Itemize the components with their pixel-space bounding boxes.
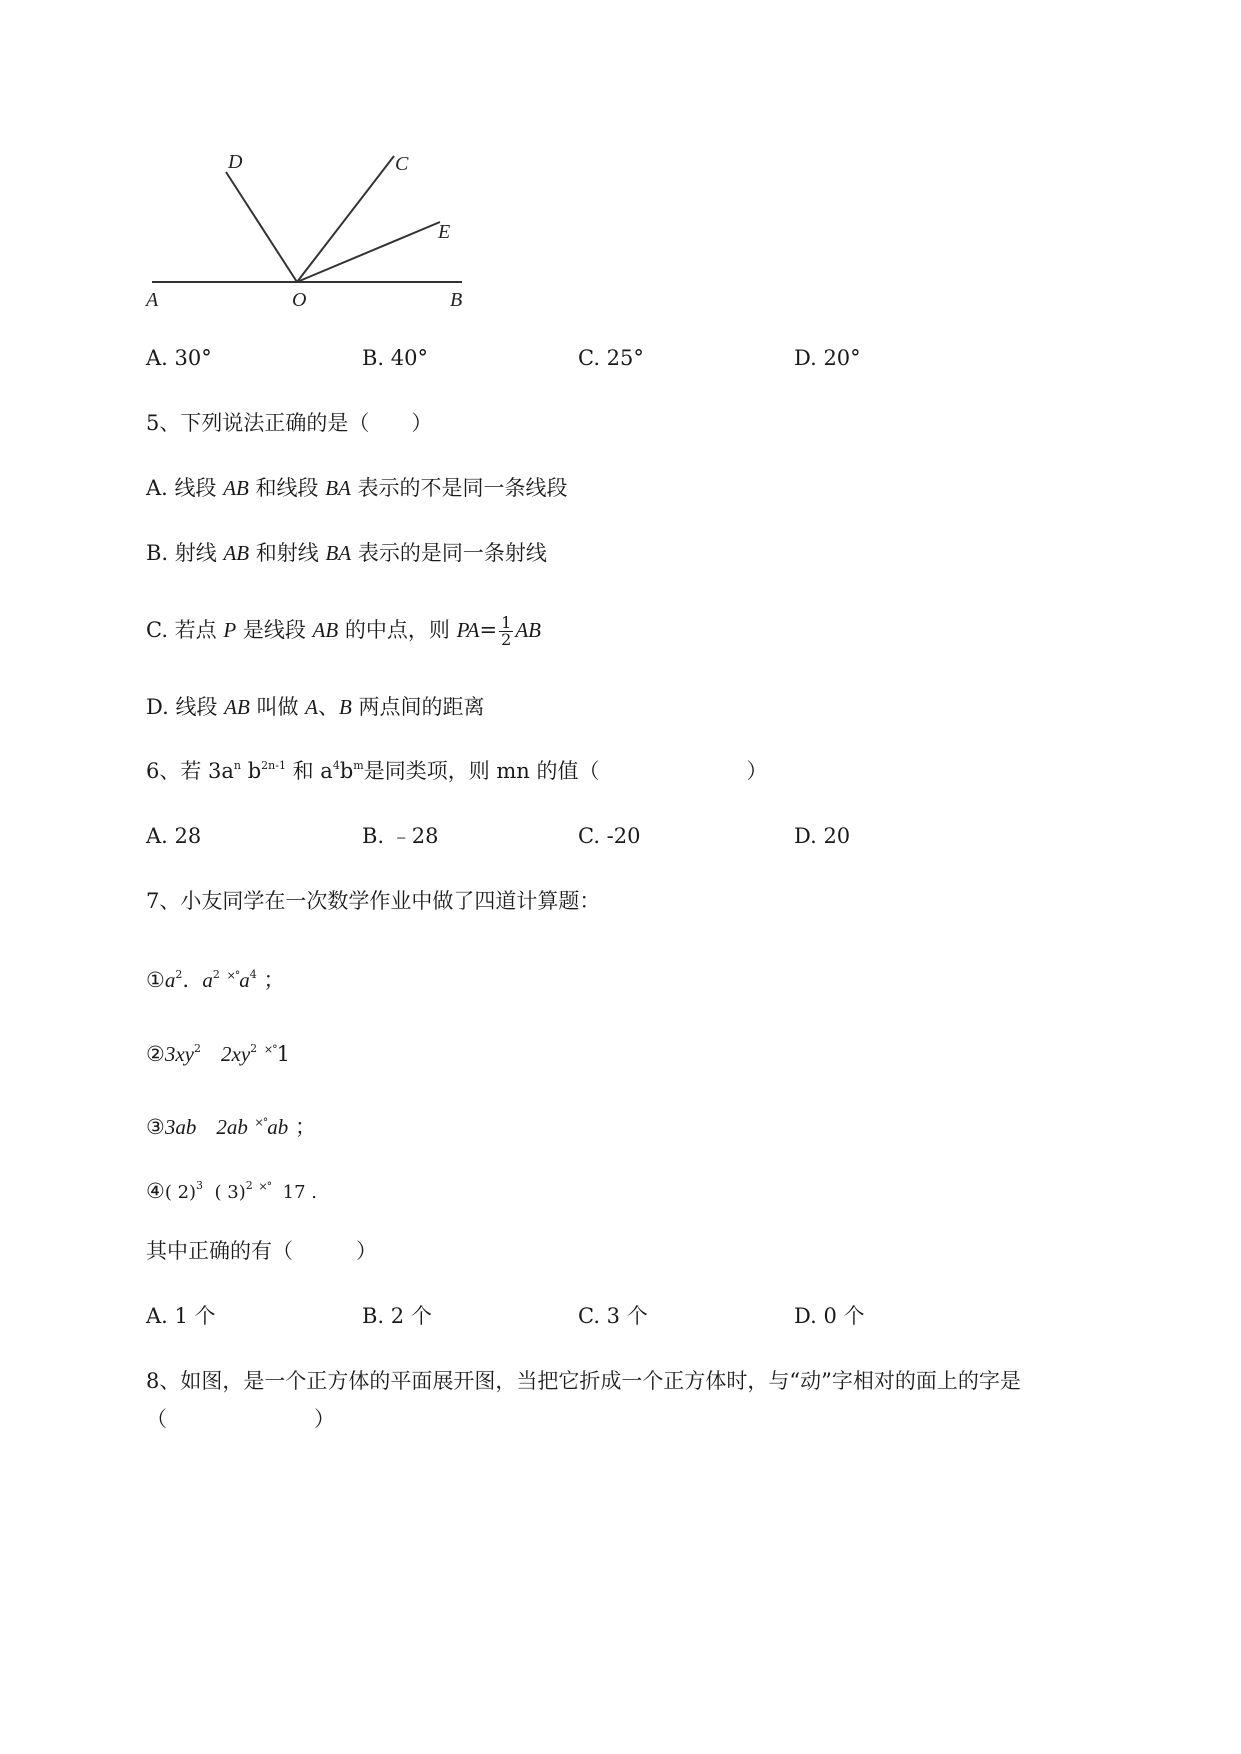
q7-expr-4: ④( 2)$^3$ ( 3)$^2$ ×° 17 . — [146, 1179, 317, 1203]
q4-option-b: B. 40° — [362, 346, 429, 370]
q7-expr-3: ③3ab 2ab ×°ab ； — [146, 1115, 316, 1139]
label-e: E — [438, 221, 451, 243]
fraction-one-half: $\frac{1}{2}$ — [501, 613, 512, 649]
q8-stem-line1: 8、如图，是一个正方体的平面展开图，当把它折成一个正方体时，与“动”字相对的面上的字是 — [146, 1369, 1021, 1393]
q4-option-a: A. 30° — [146, 346, 212, 370]
ray-od — [226, 172, 297, 282]
q7-option-d: D. 0 个 — [794, 1304, 865, 1328]
q4-option-c: C. 25° — [578, 346, 644, 370]
q5-option-b: B. 射线 AB 和射线 BA 表示的是同一条射线 — [146, 541, 547, 565]
q5-option-d: D. 线段 AB 叫做 A、B 两点间的距离 — [146, 695, 485, 719]
q7-option-b: B. 2 个 — [362, 1304, 432, 1328]
q7-which: 其中正确的有（ ） — [146, 1239, 377, 1263]
label-b: B — [450, 289, 463, 310]
label-d: D — [228, 151, 243, 173]
q6-option-a: A. 28 — [146, 824, 202, 848]
q8-stem-line2: （ ） — [146, 1407, 335, 1431]
q6-option-b: B. ﹣28 — [362, 824, 439, 848]
q6-option-c: C. -20 — [578, 824, 641, 848]
ray-oc — [297, 156, 394, 282]
q7-option-a: A. 1 个 — [146, 1304, 216, 1328]
label-o: O — [292, 289, 307, 310]
q7-expr-2: $②3xy^2$ $2xy^2$ ×°1 — [146, 1042, 290, 1066]
ray-oe — [297, 222, 440, 282]
angle-figure — [140, 150, 470, 310]
q7-expr-1: $①a^2$. $a^2$ $^{\times^\circ}a^4$ ； — [146, 968, 285, 992]
q4-option-d: D. 20° — [794, 346, 861, 370]
q5-stem: 5、下列说法正确的是（ ） — [146, 411, 433, 435]
q5-option-c: C. 若点 P 是线段 AB 的中点，则 PA= $\frac{1}{2}$ AB — [146, 613, 541, 649]
label-a: A — [146, 289, 159, 310]
q7-option-c: C. 3 个 — [578, 1304, 648, 1328]
q5-option-a: A. 线段 AB 和线段 BA 表示的不是同一条线段 — [146, 476, 568, 500]
q6-stem: 6、若 $3a^n$ $b^{2n-1}$ 和 $a^4b^m$是同类项，则 mn 的值（ ） — [146, 759, 768, 783]
label-c: C — [395, 153, 409, 175]
q6-option-d: D. 20 — [794, 824, 851, 848]
q7-stem: 7、小友同学在一次数学作业中做了四道计算题： — [146, 889, 601, 913]
